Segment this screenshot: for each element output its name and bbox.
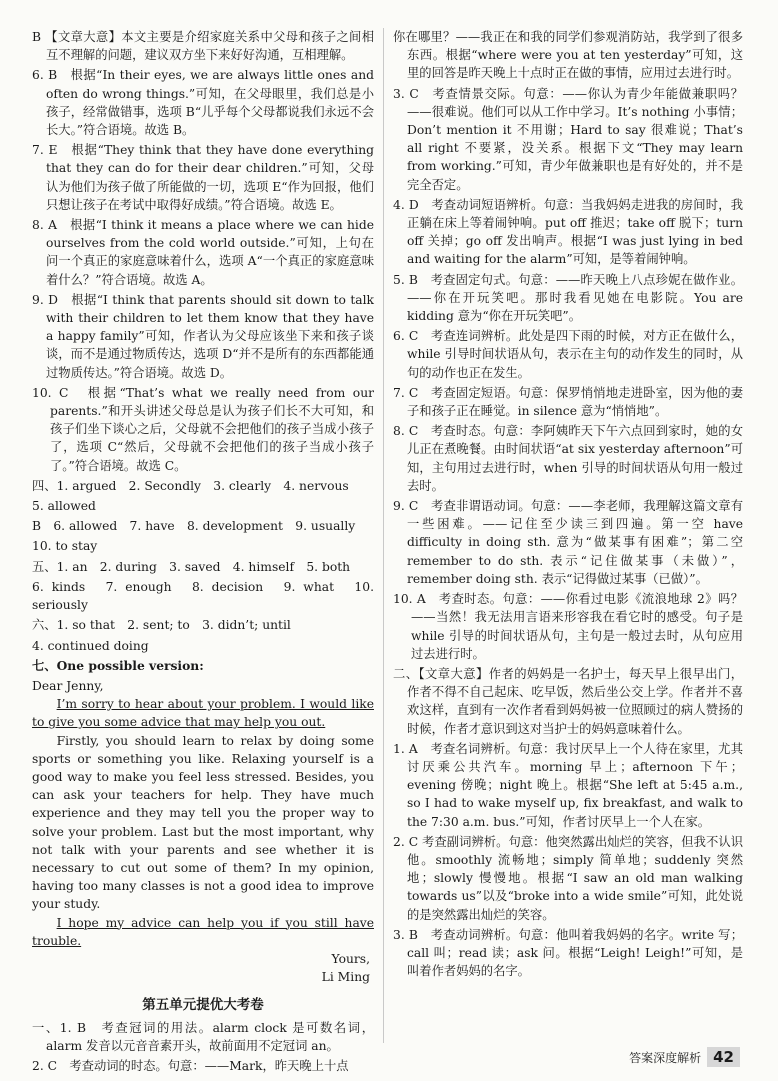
section-title: 第五单元提优大考卷: [142, 997, 264, 1014]
answer-item: 10. C 根据“That’s what we really need from our parents.”和开头讲述父母总是认为孩子们长不大可知，和孩子们坐下谈心之后，父母就不会把他们的孩子当成小孩子了，选项 C“然后，父母就不会把他们的孩子当成小孩子了。”符合语境。故选 C。: [32, 385, 374, 473]
answer-item: 10. A 考查时态。句意：——你看过电影《流浪地球 2》吗？——当然！我无法用言语来形容我在看它时的感受。句子是 while 引导的时间状语从句，主句是一般过去时，从句应用过去进行时。: [393, 592, 743, 661]
letter-salutation: Dear Jenny,: [32, 678, 104, 693]
answer-item: B 【文章大意】本文主要是介绍家庭关系中父母和孩子之间相互不理解的问题，建议双方坐下来好好沟通，互相理解。: [32, 30, 374, 63]
answer-item: 五、1. an 2. during 3. saved 4. himself 5. both: [32, 559, 351, 574]
answer-item: 四、1. argued 2. Secondly 3. clearly 4. nervous: [32, 478, 349, 493]
answer-item: 8. C 考查时态。句意：李阿姨昨天下午六点回到家时，她的女儿正在煮晚餐。由时间状语“at six yesterday afternoon”可知，主句用过去进行时，when 引导的时间状语从句用一般过去时。: [393, 424, 743, 493]
column-divider: [383, 28, 384, 1043]
answer-item: 3. B 考查动词辨析。句意：他叫着我妈妈的名字。write 写；call 叫；read 读；ask 问。根据“Leigh! Leigh!”可知，是叫着作者妈妈的名字。: [393, 927, 743, 979]
answer-item: 二、【文章大意】作者的妈妈是一名护士，每天早上很早出门，作者不得不自己起床、吃早饭，然后坐公交上学。作者并不喜欢这样，直到有一次作者看到妈妈被一位照顾过的病人赞扬的时候，作者才意识到这对当护士的妈妈意味着什么。: [393, 666, 743, 736]
answer-item: 5. B 考查固定句式。句意：——昨天晚上八点珍妮在做作业。——你在开玩笑吧。那时我看见她在电影院。You are kidding 意为“你在开玩笑吧”。: [393, 272, 743, 324]
answer-item: 2. C 考查副词辨析。句意：他突然露出灿烂的笑容，但我不认识他。smoothly 流畅地；simply 简单地；suddenly 突然地；slowly 慢慢地。根据“I saw an old man walking towards us”以及“broke into a wide smile”可知，此处说的是突然露出灿烂的笑容。: [393, 834, 743, 922]
answer-item: 4. continued doing: [32, 638, 149, 653]
answer-item: 你在哪里？——我正在和我的同学们参观消防站，我学到了很多东西。根据“where were you at ten yesterday”可知，这里的回答是昨天晚上十点时正在做的事情，应用过去进行时。: [393, 30, 743, 81]
page-number: 42: [707, 1047, 740, 1067]
answer-item: 1. A 考查名词辨析。句意：我讨厌早上一个人待在家里，尤其讨厌乘公共汽车。morning 早上；afternoon 下午；evening 傍晚；night 晚上。根据“She left at 5:45 a.m., so I had to wake myself up, fix breakfast, and walk to the 7:30 a.m. bus.”可知，作者讨厌早上一个人在家。: [393, 741, 743, 829]
letter-signature: Li Ming: [321, 970, 370, 985]
letter-paragraph-3: I hope my advice can help you if you still have trouble.: [32, 915, 374, 948]
answer-item: 9. D 根据“I think that parents should sit down to talk with their children to let them know that they have a happy family”可知，作者认为父母应该坐下来和孩子谈谈，而不是通过物质传达，选项 D“并不是所有的东西都能通过物质传达。”符合语境。故选 D。: [32, 292, 374, 380]
answer-item: 3. C 考查情景交际。句意：——你认为青少年能做兼职吗？——很难说。他们可以从工作中学习。It’s nothing 小事情；Don’t mention it 不用谢；Hard to say 很难说；That’s all right 不要紧，没关系。根据下文“They may learn from working.”可知，青少年做兼职也是有好处的，并不是完全否定。: [393, 86, 743, 192]
answer-item: 5. allowed: [32, 499, 96, 514]
answer-item: 4. D 考查动词短语辨析。句意：当我妈妈走进我的房间时，我正躺在床上等着闹钟响。put off 推迟；take off 脱下；turn off 关掉；go off 发出响声。根据“I was just lying in bed and waiting for the alarm”可知，是等着闹钟响。: [393, 197, 743, 267]
answer-item: 6. C 考查连词辨析。此处是四下雨的时候，对方正在做什么，while 引导时间状语从句，表示在主句的动作发生的同时，从句的动作也正在发生。: [393, 329, 743, 380]
answer-item: 8. A 根据“I think it means a place where we can hide ourselves from the cold world outside.”可知，上句在问一个真正的家庭意味着什么，选项 A“一个真正的家庭意味着什么？”符合语境。故选 A。: [32, 218, 374, 287]
answer-item: 9. C 考查非谓语动词。句意：——李老师，我理解这篇文章有一些困难。——记住至少读三到四遍。第一空 have difficulty in doing sth. 意为“做某事有困难”；第二空 remember to do sth. 表示“记住做某事（未做）”，remember doing sth. 表示“记得做过某事（已做）”。: [393, 499, 743, 586]
letter-paragraph-2: Firstly, you should learn to relax by doing some sports or something you like. Relaxing yourself is a good way to make you feel less stressed. Besides, you can ask your teachers for help. They have much experience and they may tell you the proper way to solve your problem. Last but the most important, why not talk with your parents and see whether it is necessary to cut out some of them? In my opinion, having too many classes is not a good idea to improve your study.: [32, 733, 374, 912]
footer-label: 答案深度解析: [629, 1050, 702, 1065]
left-column: [32, 28, 374, 1077]
answer-item: 10. to stay: [32, 539, 98, 554]
answer-item: B 6. allowed 7. have 8. development 9. usually: [32, 519, 356, 534]
answer-item: 6. kinds 7. enough 8. decision 9. what 10. seriously: [32, 579, 374, 613]
answer-item: 7. C 考查固定短语。句意：保罗悄悄地走进卧室，因为他的妻子和孩子正在睡觉。in silence 意为“悄悄地”。: [393, 385, 743, 419]
answer-item: 6. B 根据“In their eyes, we are always little ones and often do wrong things.”可知，在父母眼里，我们总是小孩子，经常做错事，选项 B“儿乎每个父母都说我们永远不会长大。”符合语境。故选 B。: [32, 68, 374, 138]
letter-closing: Yours,: [331, 951, 370, 966]
page-footer: [629, 1047, 740, 1067]
answer-item: 一、1. B 考查冠词的用法。alarm clock 是可数名词，alarm 发音以元音音素开头，故前面用不定冠词 an。: [32, 1020, 374, 1053]
answer-item: 七、One possible version:: [32, 657, 204, 673]
answer-item: 六、1. so that 2. sent; to 3. didn’t; until: [32, 618, 291, 633]
letter-paragraph-1: I’m sorry to hear about your problem. I would like to give you some advice that may help you out.: [32, 697, 374, 730]
answer-item: 7. E 根据“They think that they have done everything that they can do for their dear children.”可知，父母认为他们为孩子做了所能做的一切，选项 E“作为回报，他们只想让孩子在考试中取得好成绩。”符合语境。故选 E。: [32, 143, 374, 212]
right-column: [393, 28, 743, 982]
answer-item: 2. C 考查动词的时态。句意：——Mark，昨天晚上十点: [32, 1058, 349, 1073]
sample-letter: [32, 677, 374, 986]
